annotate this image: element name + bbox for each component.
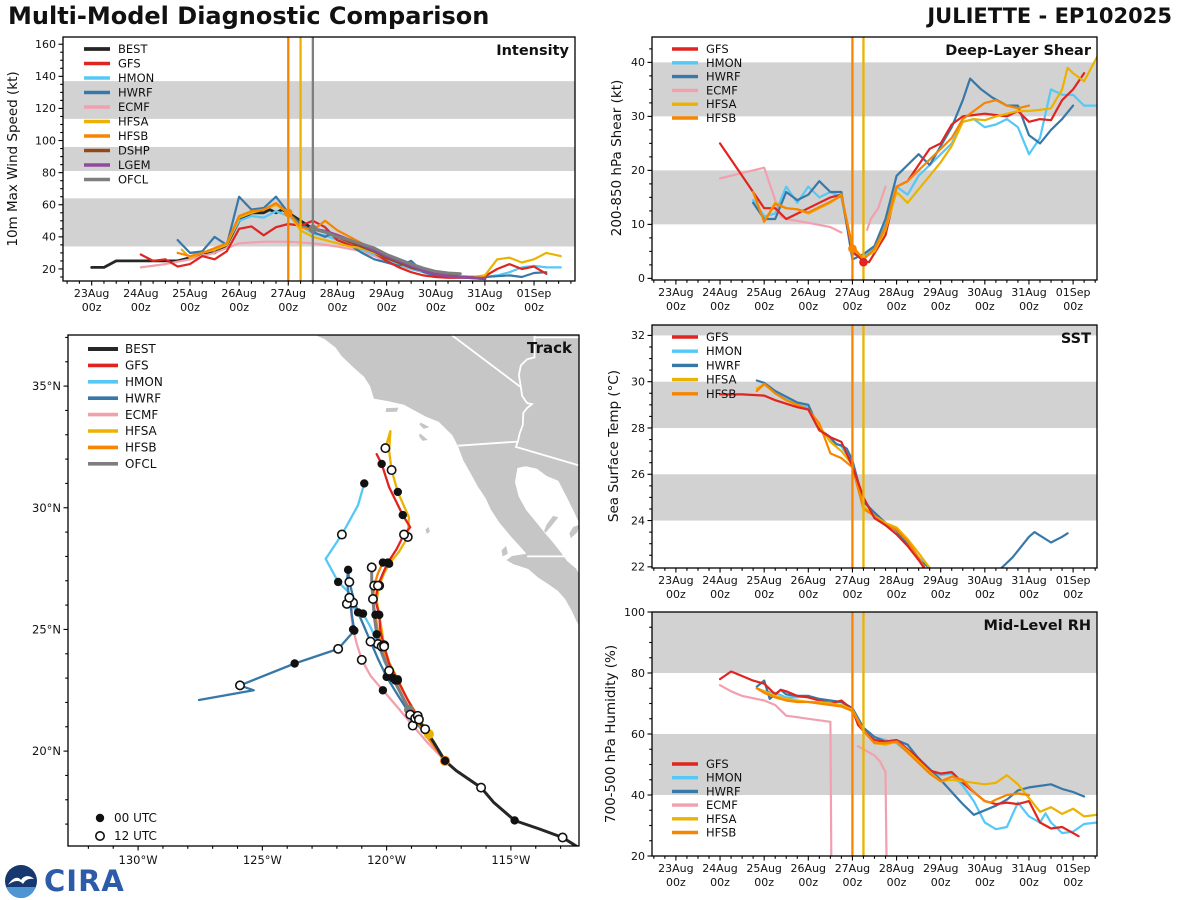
sst-xtick-label: 25Aug 00z bbox=[746, 574, 782, 601]
sst-legend-label-HMON: HMON bbox=[706, 344, 743, 359]
intensity-ylabel: 10m Max Wind Speed (kt) bbox=[5, 71, 21, 247]
sst-legend-label-GFS: GFS bbox=[706, 330, 729, 344]
shear-xtick-label: 23Aug 00z bbox=[658, 286, 694, 313]
intensity-xtick-label: 30Aug 00z bbox=[417, 287, 454, 314]
marker-00utc bbox=[360, 479, 368, 487]
rh-ylabel: 700-500 hPa Humidity (%) bbox=[603, 644, 619, 824]
marker-12utc bbox=[334, 645, 342, 653]
intensity-xtick-label: 28Aug 00z bbox=[319, 287, 356, 314]
rh-xtick-label: 01Sep 00z bbox=[1055, 862, 1091, 889]
sst-legend-label-HFSB: HFSB bbox=[706, 386, 737, 401]
rh-xtick-label: 29Aug 00z bbox=[922, 862, 959, 889]
intensity-xtick-label: 25Aug 00z bbox=[172, 287, 208, 314]
rh-xtick-label: 23Aug 00z bbox=[658, 862, 694, 889]
rh-legend-label-HFSB: HFSB bbox=[706, 825, 737, 840]
map-legend-label-OFCL: OFCL bbox=[125, 457, 157, 471]
shear-xtick-label: 28Aug 00z bbox=[878, 286, 915, 313]
rh-legend-label-GFS: GFS bbox=[706, 757, 729, 771]
track-panel bbox=[32, 334, 581, 867]
shear-xtick-label: 29Aug 00z bbox=[922, 286, 959, 313]
intensity-ytick-label: 20 bbox=[42, 262, 56, 276]
intensity-ytick-label: 160 bbox=[35, 38, 56, 52]
intensity-xtick-label: 31Aug 00z bbox=[467, 287, 503, 314]
shear-ytick-label: 20 bbox=[631, 164, 645, 178]
marker-00utc bbox=[377, 460, 385, 468]
shear-dot-HFSB bbox=[848, 244, 857, 253]
marker-12utc bbox=[387, 466, 395, 474]
rh-panel bbox=[624, 606, 1097, 889]
intensity-legend-label-HFSB: HFSB bbox=[118, 129, 149, 143]
marker-00utc bbox=[510, 816, 518, 824]
shear-xtick-label: 26Aug 00z bbox=[790, 286, 827, 313]
rh-legend-label-HFSA: HFSA bbox=[706, 811, 737, 826]
sst-ytick-label: 28 bbox=[631, 421, 645, 435]
marker-00utc bbox=[372, 630, 380, 638]
map-xtick-label: 130°W bbox=[118, 853, 158, 867]
marker-00utc bbox=[334, 578, 342, 586]
marker-00utc bbox=[354, 608, 362, 616]
rh-legend-label-HWRF: HWRF bbox=[706, 784, 741, 799]
rh-xtick-label: 27Aug 00z bbox=[834, 862, 871, 889]
intensity-legend-label-GFS: GFS bbox=[118, 56, 141, 71]
marker-00utc bbox=[399, 511, 407, 519]
rh-xtick-label: 31Aug 00z bbox=[1011, 862, 1047, 889]
map-ytick-label: 20°N bbox=[32, 744, 61, 759]
shear-xtick-label: 31Aug 00z bbox=[1011, 286, 1047, 313]
sst-xtick-label: 31Aug 00z bbox=[1011, 574, 1047, 601]
rh-xtick-label: 25Aug 00z bbox=[746, 862, 782, 889]
map-xtick-label: 120°W bbox=[367, 853, 407, 867]
intensity-legend-label-HFSA: HFSA bbox=[118, 114, 149, 129]
marker-12utc bbox=[374, 581, 382, 589]
shear-legend-label-HFSA: HFSA bbox=[706, 97, 737, 112]
marker-00utc bbox=[394, 488, 402, 496]
intensity-ytick-label: 100 bbox=[35, 134, 56, 148]
intensity-legend-label-HMON: HMON bbox=[118, 71, 155, 85]
shear-ytick-label: 40 bbox=[631, 56, 645, 70]
intensity-dot-OFCL bbox=[309, 225, 318, 234]
shear-dot-GFS bbox=[859, 258, 868, 267]
intensity-ytick-label: 80 bbox=[42, 166, 56, 180]
utc-legend-filled-marker bbox=[96, 814, 104, 822]
sst-series-HWRF bbox=[1001, 532, 1067, 568]
map-legend-label-BEST: BEST bbox=[125, 342, 156, 357]
marker-00utc bbox=[344, 566, 352, 574]
rh-panel-title: Mid-Level RH bbox=[983, 618, 1091, 634]
shear-xtick-label: 30Aug 00z bbox=[967, 286, 1003, 313]
marker-12utc bbox=[477, 783, 485, 791]
shear-legend-label-HFSB: HFSB bbox=[706, 111, 737, 125]
marker-00utc bbox=[384, 558, 392, 566]
shear-legend-label-HMON: HMON bbox=[706, 55, 743, 70]
marker-12utc bbox=[385, 667, 393, 675]
map-legend-label-HFSA: HFSA bbox=[125, 424, 157, 439]
map-legend-label-HMON: HMON bbox=[125, 375, 163, 389]
marker-12utc bbox=[381, 444, 389, 452]
intensity-xtick-label: 26Aug 00z bbox=[221, 287, 257, 314]
shear-panel bbox=[631, 37, 1097, 313]
rh-legend-label-HMON: HMON bbox=[706, 770, 743, 785]
shear-ytick-label: 30 bbox=[631, 110, 645, 124]
intensity-xtick-label: 01Sep 00z bbox=[516, 287, 552, 314]
shear-ytick-label: 0 bbox=[638, 272, 645, 286]
marker-12utc bbox=[236, 681, 244, 689]
marker-12utc bbox=[366, 637, 374, 645]
marker-12utc bbox=[558, 833, 566, 841]
map-ytick-label: 35°N bbox=[32, 379, 61, 394]
shear-xtick-label: 24Aug 00z bbox=[702, 286, 738, 313]
marker-12utc bbox=[421, 725, 429, 733]
sst-legend-label-HWRF: HWRF bbox=[706, 358, 741, 373]
rh-ytick-label: 100 bbox=[624, 605, 645, 619]
marker-12utc bbox=[338, 530, 346, 538]
shear-legend-label-HWRF: HWRF bbox=[706, 69, 741, 84]
sst-panel bbox=[631, 325, 1097, 601]
sst-xtick-label: 30Aug 00z bbox=[967, 574, 1003, 601]
shear-xtick-label: 27Aug 00z bbox=[834, 286, 871, 313]
sst-ytick-label: 24 bbox=[631, 514, 645, 528]
rh-xtick-label: 30Aug 00z bbox=[967, 862, 1003, 889]
intensity-ytick-label: 140 bbox=[35, 70, 56, 84]
intensity-ytick-label: 120 bbox=[35, 102, 56, 116]
rh-ytick-label: 60 bbox=[631, 727, 645, 741]
marker-00utc bbox=[379, 686, 387, 694]
shear-legend-label-ECMF: ECMF bbox=[706, 83, 738, 98]
sst-xtick-label: 26Aug 00z bbox=[790, 574, 827, 601]
intensity-legend-label-ECMF: ECMF bbox=[118, 100, 150, 114]
marker-00utc bbox=[394, 676, 402, 684]
marker-12utc bbox=[380, 642, 388, 650]
map-legend-label-ECMF: ECMF bbox=[125, 407, 159, 422]
intensity-legend-label-LGEM: LGEM bbox=[118, 158, 151, 172]
map-xtick-label: 115°W bbox=[491, 853, 531, 867]
marker-12utc bbox=[415, 715, 423, 723]
marker-12utc bbox=[368, 563, 376, 571]
marker-12utc bbox=[345, 594, 353, 602]
intensity-xtick-label: 24Aug 00z bbox=[123, 287, 159, 314]
intensity-legend-label-BEST: BEST bbox=[118, 42, 148, 56]
marker-12utc bbox=[369, 595, 377, 603]
sst-legend-label-HFSA: HFSA bbox=[706, 372, 737, 387]
shear-legend-label-GFS: GFS bbox=[706, 42, 729, 56]
map-xtick-label: 125°W bbox=[242, 853, 282, 867]
cira-logo: CIRA bbox=[44, 863, 125, 898]
marker-00utc bbox=[441, 757, 449, 765]
rh-ytick-label: 40 bbox=[631, 788, 645, 802]
marker-12utc bbox=[358, 656, 366, 664]
rh-xtick-label: 24Aug 00z bbox=[702, 862, 738, 889]
rh-xtick-label: 28Aug 00z bbox=[878, 862, 915, 889]
intensity-panel bbox=[35, 37, 575, 314]
rh-ytick-label: 80 bbox=[631, 666, 645, 680]
rh-ytick-label: 20 bbox=[631, 849, 645, 863]
sst-xtick-label: 24Aug 00z bbox=[702, 574, 738, 601]
sst-ytick-label: 26 bbox=[631, 468, 645, 482]
storm-title: JULIETTE - EP102025 bbox=[927, 4, 1172, 28]
shear-xtick-label: 01Sep 00z bbox=[1055, 286, 1091, 313]
track-panel-title: Track bbox=[527, 339, 572, 357]
figure-title: Multi-Model Diagnostic Comparison bbox=[8, 2, 490, 30]
sst-ytick-label: 30 bbox=[631, 375, 645, 389]
shear-xtick-label: 25Aug 00z bbox=[746, 286, 782, 313]
map-ytick-label: 25°N bbox=[32, 622, 61, 637]
rh-xtick-label: 26Aug 00z bbox=[790, 862, 827, 889]
channel-island-1 bbox=[386, 408, 398, 412]
sst-xtick-label: 23Aug 00z bbox=[658, 574, 694, 601]
sst-panel-title: SST bbox=[1060, 331, 1091, 347]
marker-00utc bbox=[350, 626, 358, 634]
intensity-ytick-label: 60 bbox=[42, 198, 56, 212]
shear-ylabel: 200-850 hPa Shear (kt) bbox=[609, 79, 625, 237]
map-legend-label-GFS: GFS bbox=[125, 358, 149, 373]
sst-ytick-label: 22 bbox=[631, 560, 645, 574]
marker-00utc bbox=[375, 611, 383, 619]
noaa-logo bbox=[4, 864, 38, 898]
shear-ytick-label: 10 bbox=[631, 218, 645, 232]
intensity-xtick-label: 29Aug 00z bbox=[368, 287, 405, 314]
utc-legend-label: 00 UTC bbox=[114, 811, 157, 826]
shear-panel-title: Deep-Layer Shear bbox=[945, 43, 1091, 59]
sst-xtick-label: 29Aug 00z bbox=[922, 574, 959, 601]
sst-ytick-label: 32 bbox=[631, 329, 645, 343]
marker-12utc bbox=[400, 530, 408, 538]
intensity-legend-label-HWRF: HWRF bbox=[118, 85, 153, 100]
sst-xtick-label: 01Sep 00z bbox=[1055, 574, 1091, 601]
intensity-panel-title: Intensity bbox=[496, 43, 569, 59]
intensity-legend-label-DSHP: DSHP bbox=[118, 143, 150, 158]
sst-xtick-label: 27Aug 00z bbox=[834, 574, 871, 601]
intensity-legend-label-OFCL: OFCL bbox=[118, 172, 149, 187]
map-ytick-label: 30°N bbox=[32, 500, 61, 515]
sst-ylabel: Sea Surface Temp (°C) bbox=[606, 369, 622, 523]
intensity-ytick-label: 40 bbox=[42, 230, 56, 244]
marker-00utc bbox=[290, 659, 298, 667]
sst-xtick-label: 28Aug 00z bbox=[878, 574, 915, 601]
intensity-xtick-label: 23Aug 00z bbox=[73, 287, 110, 314]
map-legend-label-HWRF: HWRF bbox=[125, 391, 162, 406]
utc-legend-open-marker bbox=[96, 832, 104, 840]
logo-row bbox=[4, 864, 125, 898]
rh-legend-label-ECMF: ECMF bbox=[706, 798, 738, 813]
intensity-xtick-label: 27Aug 00z bbox=[270, 287, 307, 314]
map-legend-label-HFSB: HFSB bbox=[125, 440, 157, 455]
marker-12utc bbox=[345, 578, 353, 586]
intensity-dot-HFSB bbox=[284, 208, 293, 217]
utc-legend-label: 12 UTC bbox=[114, 829, 157, 844]
